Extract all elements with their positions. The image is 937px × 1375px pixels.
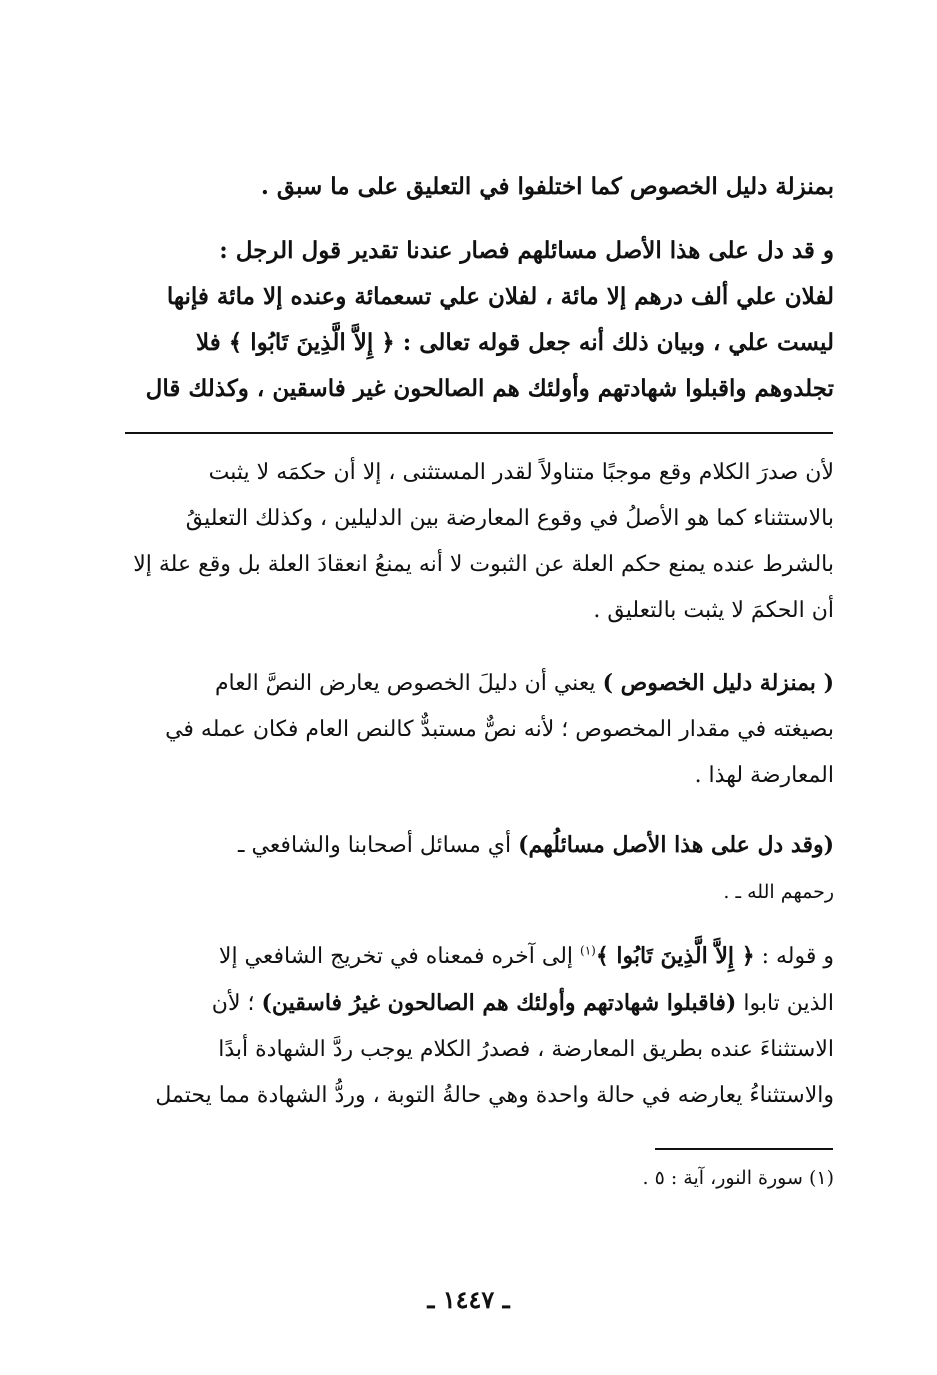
commentary-paragraph-2 [122, 660, 834, 799]
footnote-separator [655, 1148, 833, 1150]
commentary-paragraph-4 [122, 933, 834, 1119]
quoted-main-text: ( بمنزلة دليل الخصوص ) [602, 670, 834, 696]
main-text-line: و قد دل على هذا الأصل مسائلهم فصار عندنا تقدير قول الرجل : [219, 237, 834, 264]
main-text-line: لفلان علي ألف درهم إلا مائة ، لفلان علي تسعمائة وعنده إلا مائة فإنها [166, 283, 834, 310]
quran-verse: ﴿ إِلاَّ الَّذِينَ تَابُوا ﴾ [595, 943, 755, 969]
commentary-line: الاستثناءَ عنده بطريق المعارضة ، فصدرُ الكلام يوجب ردَّ الشهادة أبدًا [218, 1037, 834, 1062]
separator-line [125, 432, 833, 434]
commentary-text: يعني أن دليلَ الخصوص يعارض النصَّ العام [214, 671, 603, 696]
quoted-main-text: (وقد دل على هذا الأصل مسائلُهم) [518, 832, 834, 858]
commentary-line: والاستثناءُ يعارضه في حالة واحدة وهي حالةُ التوبة ، وردُّ الشهادة مما يحتمل [155, 1083, 834, 1108]
commentary-line [122, 980, 834, 1027]
main-text-line: ليست علي ، وبيان ذلك أنه جعل قوله تعالى : ﴿ إِلاَّ الَّذِينَ تَابُوا ﴾ فلا [196, 329, 834, 356]
main-text [122, 164, 834, 412]
footnote-reference: (١) [580, 943, 596, 958]
commentary-line: بصيغته في مقدار المخصوص ؛ لأنه نصٌّ مستبدٌّ كالنص العام فكان عمله في [165, 717, 834, 742]
commentary-paragraph-1 [122, 450, 834, 634]
main-text-line: بمنزلة دليل الخصوص كما اختلفوا في التعليق على ما سبق . [260, 173, 834, 200]
commentary-text: إلى آخره فمعناه في تخريج الشافعي إلا [218, 944, 581, 969]
commentary-text: الذين تابوا [736, 991, 834, 1016]
commentary-paragraph-3 [122, 822, 834, 915]
main-text-line: تجلدوهم واقبلوا شهادتهم وأولئك هم الصالحون غير فاسقين ، وكذلك قال [145, 375, 834, 402]
commentary-line: رحمهم الله ـ . [723, 881, 834, 903]
commentary-line: لأن صدرَ الكلام وقع موجبًا متناولاً لقدر المستثنى ، إلا أن حكمَه لا يثبت [208, 460, 834, 485]
quoted-main-text: (فاقبلوا شهادتهم وأولئك هم الصالحون غيرُ فاسقين) [261, 990, 737, 1016]
footnote: (١) سورة النور، آية : ٥ . [642, 1167, 834, 1189]
commentary-text: أي مسائل أصحابنا والشافعي ـ [238, 833, 519, 858]
commentary-line: أن الحكمَ لا يثبت بالتعليق . [593, 598, 834, 623]
commentary-text: ؛ لأن [211, 991, 262, 1016]
page-number: ـ ١٤٤٧ ـ [427, 1285, 510, 1314]
commentary-line: بالاستثناء كما هو الأصلُ في وقوع المعارضة بين الدليلين ، وكذلك التعليقُ [185, 506, 834, 531]
commentary-line: المعارضة لهذا . [694, 763, 834, 788]
commentary-line: بالشرط عنده يمنع حكم العلة عن الثبوت لا أنه يمنعُ انعقادَ العلة بل وقع علة إلا [133, 552, 834, 577]
commentary-text: و قوله : [754, 944, 834, 969]
commentary-line [122, 660, 834, 707]
commentary-line [122, 933, 834, 980]
commentary-line [122, 822, 834, 869]
